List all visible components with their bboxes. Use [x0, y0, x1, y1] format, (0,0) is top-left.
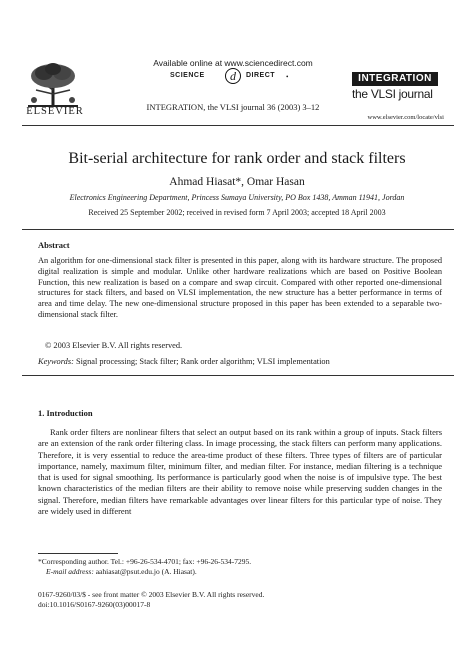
elsevier-tree-logo — [22, 60, 84, 108]
front-matter-line: 0167-9260/03/$ - see front matter © 2003 Elsevier B.V. All rights reserved. — [38, 590, 265, 599]
sd-at-glyph: d — [225, 68, 241, 84]
keywords-list: Signal processing; Stack filter; Rank order algorithm; VLSI implementation — [75, 357, 330, 366]
header-rule — [22, 125, 454, 126]
intro-body — [38, 427, 442, 517]
sciencedirect-logo — [168, 70, 303, 84]
abstract-copyright: © 2003 Elsevier B.V. All rights reserved. — [45, 341, 183, 350]
email-line — [38, 567, 442, 577]
abstract-bottom-rule — [22, 375, 454, 376]
abstract-heading: Abstract — [38, 240, 70, 250]
intro-paragraph: Rank order filters are nonlinear filters that select an output based on its rank within a group of inputs. Stack filters are an extension of the rank order filtering class. In image processing, the stack filters can perform many applications. Therefore, it is very essential to reduce the area-time product of these filters. Three types of filters are of particular importance, namely, maximum filter, minimum filter, and median filter. For instance, median filtering is a technique that is used for signal smoothing. Its performance is particularly good when the noise is of impulsive type. The best known characteristics of the median filters are their ability to remove noise while preserving sudden changes in the signal. Therefore, median filters have remarkable advantages over linear filters for this particular type of noise. They are widely used in different — [38, 427, 442, 517]
keywords-label: Keywords: — [38, 357, 74, 366]
front-matter-block — [38, 590, 442, 610]
article-authors: Ahmad Hiasat*, Omar Hasan — [169, 176, 305, 188]
journal-logo-bottom: the VLSI journal — [352, 87, 433, 101]
sd-right-text: DIRECT — [246, 72, 276, 79]
abstract-top-rule — [22, 229, 454, 230]
publisher-name: ELSEVIER — [26, 106, 84, 117]
article-title: Bit-serial architecture for rank order and stack filters — [68, 150, 406, 167]
abstract-body: An algorithm for one-dimensional stack filter is presented in this paper, along with its hardware structure. The proposed digital realization is simple and modular. Unlike other hardware realizations which are based on Positive Boolean Function, this new realization is based on a compare and swap circuit. Compared with other reported one-dimensional structures for stack filters, and based on VLSI implementation, the new structure has a better performance in terms of area and time delay. The new one-dimensional structure proposed in this paper has been extended to a separable two-dimensional stack filter. — [38, 256, 442, 319]
keywords-line — [38, 357, 442, 366]
intro-heading: 1. Introduction — [38, 408, 93, 418]
corresponding-author-note: *Corresponding author. Tel.: +96-26-534-4701; fax: +96-26-534-7295. — [38, 557, 252, 566]
footnote-block — [38, 557, 442, 577]
available-online-text: Available online at www.sciencedirect.com — [153, 58, 313, 68]
email-address[interactable]: aahiasat@psut.edu.jo (A. Hiasat). — [95, 567, 197, 576]
article-affiliation: Electronics Engineering Department, Princess Sumaya University, PO Box 1438, Amman 11941, Jordan — [69, 193, 405, 202]
email-label: E-mail address: — [46, 567, 94, 576]
doi-line[interactable]: doi:10.1016/S0167-9260(03)00017-8 — [38, 600, 151, 609]
journal-url[interactable]: www.elsevier.com/locate/vlsi — [367, 114, 444, 121]
sd-dots: • — [286, 73, 290, 81]
footnote-rule — [38, 553, 118, 554]
article-received-dates: Received 25 September 2002; received in revised form 7 April 2003; accepted 18 April 2003 — [88, 208, 386, 217]
journal-citation: INTEGRATION, the VLSI journal 36 (2003) 3–12 — [146, 102, 320, 112]
journal-logo-top: INTEGRATION — [352, 72, 438, 86]
sd-left-text: SCIENCE — [170, 72, 205, 79]
